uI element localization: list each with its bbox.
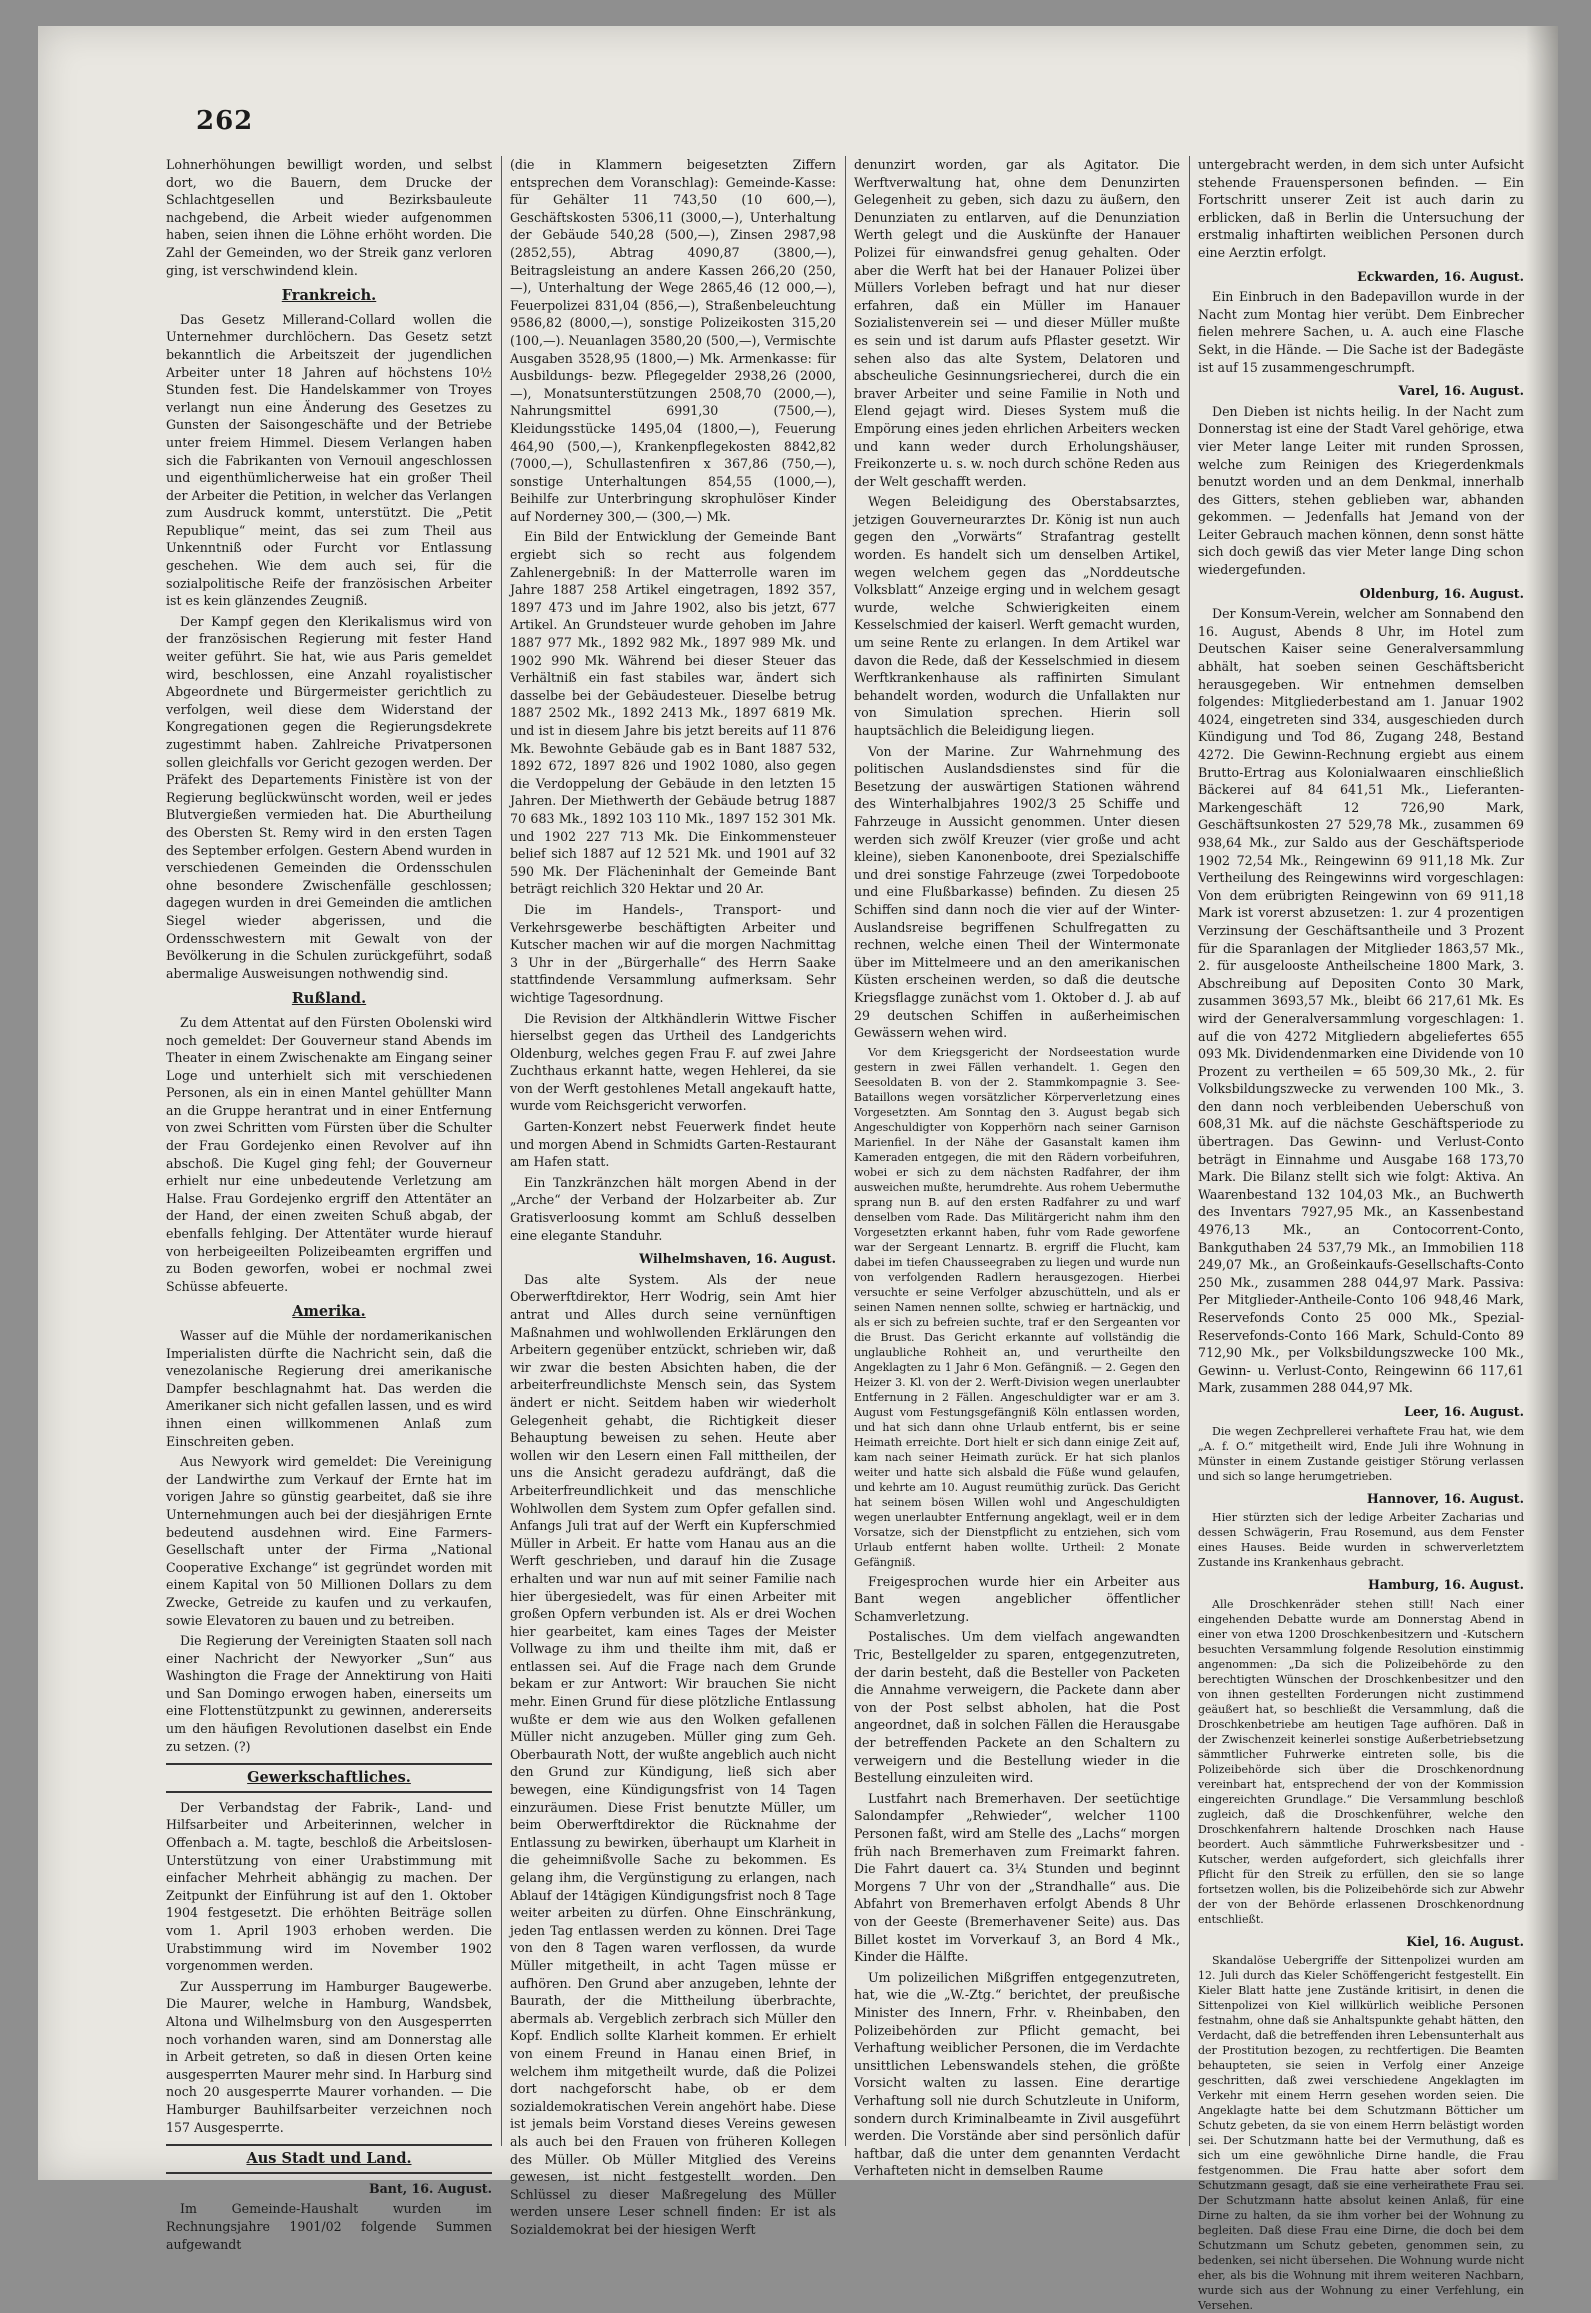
section-heading-russland: Rußland. <box>291 990 367 1008</box>
section-heading-gewerkschaftliches: Gewerkschaftliches. <box>166 1763 492 1793</box>
article-paragraph: Freigesprochen wurde hier ein Arbeiter aus Bant wegen angeblicher öffentlicher Schamverletzung. <box>854 1573 1180 1624</box>
article-paragraph: Skandalöse Uebergriffe der Sittenpolizei wurden am 12. Juli durch das Kieler Schöffengericht festgestellt. Ein Kieler Blatt hatte jene Zustände kritisirt, in denen die Sittenpolizei von Kiel willkürlich weibliche Personen festnahm, ohne daß sie Anhaltspunkte gehabt hätten, den Verdacht, daß die betreffenden ihren Lebensunterhalt aus der Prostitution bezogen, zu rechtfertigen. Die Beamten behaupteten, sie seien in Verfolg einer Anzeige geschritten, daß zwei verschiedene Angeklagten im Verkehr mit einem Herrn gesehen worden seien. Die Angeklagte hatte bei dem Schutzmann Bötticher um Schutz gebeten, da sie von einem Herrn belästigt worden sei. Der Schutzmann hatte bei der Vermuthung, daß es sich um eine gewöhnliche Dirne handle, die Frau festgenommen. Die Frau hatte aber sofort dem Schutzmann gesagt, daß sie eine verheirathete Frau sei. Der Schutzmann hatte absolut keinen Anlaß, für eine Dirne zu halten, da sie ihm vorher bei der Wohnung zu begleiten. Daß diese Frau eine Dirne, die doch bei dem Schutzmann um Schutz gebeten, genommen sein, zu bedenken, sei nicht übersehen. Die Wohnung wurde nicht eher, als bis die Wohnung mit ihrem weiteren Nachbarn, wurde sich aus der Wohnung zu einer Verfehlung, ein Versehen. <box>1198 1954 1524 2313</box>
article-paragraph: Aus Newyork wird gemeldet: Die Vereinigung der Landwirthe zum Verkauf der Ernte hat im vorigen Jahre so günstig gearbeitet, daß sie ihre Unternehmungen auch bei der diesjährigen Ernte bedeutend ausdehnen wird. Eine Farmers-Gesellschaft unter der Firma „National Cooperative Exchange“ ist gegründet worden mit einem Kapital von 50 Millionen Dollars zu dem Zwecke, Getreide zu kaufen und zu verkaufen, sowie Elevatoren zu bauen und zu betreiben. <box>166 1454 492 1628</box>
article-paragraph: Postalisches. Um dem vielfach angewandten Tric, Bestellgelder zu sparen, entgegenzutreten, der darin besteht, daß die Besteller von Packeten die Annahme verweigern, die Packete dann aber von der Post selbst abholen, hat die Post angeordnet, daß in solchen Fällen die Herausgabe der betreffenden Packete an den Schaltern zu verweigern und die Bestellung wieder in die Bestellung einzuleiten wird. <box>854 1629 1180 1786</box>
article-paragraph: Wegen Beleidigung des Oberstabsarztes, jetzigen Gouverneurarztes Dr. König ist nun auch gegen den „Vorwärts“ Strafantrag gestellt worden. Es handelt sich um denselben Artikel, wegen welchem gegen das „Norddeutsche Volksblatt“ Anzeige erging und in welchem gesagt wurde, welche Schwierigkeiten einem Kesselschmied der kaiserl. Werft gemacht wurden, um seine Rente zu erlangen. In dem Artikel war davon die Rede, daß der Kesselschmied in diesem Werftkrankenhause als raffinirten Simulant behandelt worden, wodurch die Unfallakten nur von Simulation sprechen. Hierin soll hauptsächlich die Beleidigung liegen. <box>854 494 1180 738</box>
article-paragraph: untergebracht werden, in dem sich unter Aufsicht stehende Frauenspersonen befinden. — Ein Fortschritt unserer Zeit ist auch darin zu erblicken, daß in Berlin die Untersuchung der erstmalig inhaftirten weiblichen Personen durch eine Aerztin erfolgt. <box>1198 157 1524 260</box>
dateline: Eckwarden, 16. August. <box>1357 268 1524 284</box>
article-paragraph: Den Dieben ist nichts heilig. In der Nacht zum Donnerstag ist eine der Stadt Varel gehörige, etwa vier Meter lange Leiter mit runden Sprossen, welche zum Reinigen des Kriegerdenkmals benutzt worden und an dem Denkmal, innerhalb des Gitters, stehen geblieben war, abhanden gekommen. — Jedenfalls hat Jemand von der Leiter Gebrauch machen können, denn sonst hätte sich doch gewiß das vier Meter lange Ding schon wiedergefunden. <box>1198 403 1524 578</box>
article-paragraph: Um polizeilichen Mißgriffen entgegenzutreten, hat, wie die „W.-Ztg.“ berichtet, der preußische Minister des Innern, Frhr. v. Rheinbaben, den Polizeibehörden zur Pflicht gemacht, bei Verhaftung weiblicher Personen, die im Verdachte unsittlichen Lebenswandels stehen, die größte Vorsicht walten zu lassen. Eine derartige Verhaftung soll nie durch Schutzleute in Uniform, sondern durch Kriminalbeamte in Zivil ausgeführt werden. Die Vorstände aber sind persönlich dafür haftbar, daß die unter dem genannten Verdacht Verhafteten nicht in demselben Raume <box>854 1969 1180 2179</box>
column-3 <box>854 156 1180 2179</box>
article-paragraph: Garten-Konzert nebst Feuerwerk findet heute und morgen Abend in Schmidts Garten-Restaurant am Hafen statt. <box>510 1119 836 1170</box>
article-paragraph: Hier stürzten sich der ledige Arbeiter Zacharias und dessen Schwägerin, Frau Rosemund, aus dem Fenster eines Hauses. Beide wurden in schwerverletztem Zustande ins Krankenhaus gebracht. <box>1198 1511 1524 1570</box>
article-paragraph: Das Gesetz Millerand-Collard wollen die Unternehmer durchlöchern. Das Gesetz setzt bekanntlich die Arbeitszeit der jugendlichen Arbeiter unter 18 Jahren auf höchstens 10½ Stunden fest. Die Handelskammer von Troyes verlangt nun eine Änderung des Gesetzes zu Gunsten der Saisongeschäfte und der Betriebe unter freiem Himmel. Diesem Verlangen haben sich die Fabrikanten von Vernouil angeschlossen und eigenthümlicherweise hat ein großer Theil der Arbeiter die Petition, in welcher das Verlangen zum Ausdruck kommt, unterstützt. Die „Petit Republique“ meint, das sei zum Theil aus Unkenntniß oder Furcht vor Entlassung geschehen. Wie dem auch sei, für die sozialpolitische Reife der französischen Arbeiter ist es kein glänzendes Zeugniß. <box>166 311 492 609</box>
page-edge-shadow <box>1526 26 1558 2180</box>
article-paragraph: Der Konsum-Verein, welcher am Sonnabend den 16. August, Abends 8 Uhr, im Hotel zum Deutschen Kaiser seine Generalversammlung abhält, hat soeben seinen Geschäftsbericht herausgegeben. Wir entnehmen demselben folgendes: Mitgliederbestand am 1. Januar 1902 4024, eingetreten sind 334, ausgeschieden durch Kündigung und Tod 86, Zugang 248, Bestand 4272. Die Gewinn-Rechnung ergiebt aus einem Brutto-Ertrag aus Kolonialwaaren einschließlich Bäckerei auf 84 641,51 Mk., Lieferanten-Markengeschäft 12 726,90 Mark, Geschäftsunkosten 27 529,78 Mk., zusammen 69 938,64 Mk., zur Saldo aus der Geschäftsperiode 1902 72,54 Mk., Reingewinn 69 911,18 Mk. Zur Vertheilung des Reingewinns wird vorgeschlagen: Von dem erübrigten Reingewinn von 69 911,18 Mark ist vorerst abzusetzen: 1. zur 4 prozentigen Verzinsung der Geschäftsantheile und 3 Prozent für die Sparanlagen der Mitglieder 1863,57 Mk., 2. für ausgelooste Antheilscheine 1800 Mark, 3. Abschreibung auf Depositen Conto 30 Mark, zusammen 3693,57 Mk., bleibt 66 217,61 Mk. Es wird der Generalversammlung vorgeschlagen: 1. auf die von 4272 Mitgliedern abgeliefertes 655 093 Mk. Dividendenmarken eine Dividende von 10 Prozent zu vertheilen = 65 509,30 Mk., 2. für Volksbildungszwecke zu verwenden 100 Mk., 3. den dann noch verbleibenden Ueberschuß von 608,31 Mk. auf die nächste Geschäftsperiode zu übertragen. Das Gewinn- und Verlust-Conto beträgt in Einnahme und Ausgabe 168 173,70 Mark. Die Bilanz stellt sich wie folgt: Aktiva. An Waarenbestand 132 104,03 Mk., an Buchwerth des Inventars 7927,95 Mk., an Kassenbestand 4976,13 Mk., an Contocorrent-Conto, Bankguthaben 24 537,79 Mk., an Immobilien 118 249,07 Mk., an Großeinkaufs-Gesellschafts-Conto 250 Mk., zusammen 288 044,97 Mark. Passiva: Per Mitglieder-Antheile-Conto 106 948,46 Mark, Reservefonds Conto 25 000 Mk., Spezial-Reservefonds-Conto 166 Mark, Schuld-Conto 89 712,90 Mk., per Volksbildungszwecke 100 Mk., Gewinn- u. Verlust-Conto, Reingewinn 66 117,61 Mark, zusammen 288 044,97 Mk. <box>1198 606 1524 1396</box>
article-paragraph: Vor dem Kriegsgericht der Nordseestation wurde gestern in zwei Fällen verhandelt. 1. Gegen den Seesoldaten B. von der 2. Stammkompagnie 3. See-Bataillons wegen vorsätzlicher Körperverletzung eines Vorgesetzten. Am Sonntag den 3. August begab sich Angeschuldigter von Kopperhörn nach seiner Garnison Marienfiel. In der Nähe der Gasanstalt kamen ihm Kameraden entgegen, die mit den Rädern vorbeifuhren, wobei er sich zu dem nächsten Radfahrer, der ihm ausweichen mußte, herumdrehte. Aus rohem Uebermuthe sprang nun B. auf den ersten Radfahrer zu und warf denselben vom Rade. Das Militärgericht nahm ihm den Vorgesetzten erkannt haben, fuhr vom Rade geworfene war der Sergeant Lennartz. B. ergriff die Flucht, kam dabei im tiefen Chausseegraben zu liegen und wurde nun von verfolgenden Radlern herausgezogen. Hierbei versuchte er seine Verfolger abzuschütteln, und als er seinen Namen nennen sollte, schwieg er hartnäckig, und als er sich zu befreien suchte, traf er den Sergeanten vor die Brust. Das Gericht erkannte auf vollständig die unglaubliche Rohheit an, und verurtheilte den Angeklagten zu 1 Jahr 6 Mon. Gefängniß. — 2. Gegen den Heizer 3. Kl. von der 2. Werft-Division wegen unerlaubter Entfernung in 2 Fällen. Angeschuldigter war er am 3. August vom Festungsgefängniß Köln entlassen worden, und hat sich dann ohne Urlaub entfernt, bis er seine Heimath erreichte. Dort hielt er sich dann einige Zeit auf, kam nach seiner Heimath zurück. Er hat sich planlos weiter und hatte sich alsbald die Füße wund gelaufen, und kehrte am 10. August reumüthig zurück. Das Gericht hat seinem bösen Willen wohl und Angeschuldigten wegen unerlaubter Entfernung angeklagt, weil er in dem Vorsatze, sich der Dienstpflicht zu entziehen, sich vom Urlaub entfernt haben wollte. Urtheil: 2 Monate Gefängniß. <box>854 1045 1180 1569</box>
article-paragraph: denunzirt worden, gar als Agitator. Die Werftverwaltung hat, ohne dem Denunzirten Gelegenheit zu geben, sich dazu zu äußern, den Denunziaten zu entlarven, auf die Denunziation Werth gelegt und die Auskünfte der Hanauer Polizei für einwandsfrei genug gehalten. Oder aber die Werft hat bei der Hanauer Polizei über Müllers Vorleben befragt und hat nur dieser erfahren, daß ein Müller im Hanauer Sozialistenverein sei — und dieser Müller mußte es sein und ist darum aufs Pflaster gesetzt. Wir sehen also das alte System, Delatoren und abscheuliche Gesinnungsriecherei, durch die ein braver Arbeiter und seine Familie in Noth und Elend gejagt wird. Dieses System muß die Empörung eines jeden ehrlichen Arbeiters wecken und kann weder durch Erholungshäuser, Freikonzerte u. s. w. noch durch schöne Reden aus der Welt geschafft werden. <box>854 157 1180 489</box>
page-number: 262 <box>196 106 254 136</box>
column-rule <box>845 156 846 2146</box>
dateline: Hannover, 16. August. <box>1366 1490 1524 1506</box>
article-paragraph: Von der Marine. Zur Wahrnehmung des politischen Auslandsdienstes sind für die Besetzung der auswärtigen Stationen während des Winterhalbjahres 1902/3 25 Schiffe und Fahrzeuge in Aussicht genommen. Unter diesen werden sich zwölf Kreuzer (vier große und acht kleine), sieben Kanonenboote, drei Spezialschiffe und drei sonstige Fahrzeuge (zwei Torpedoboote und eine Flußbarkasse) befinden. Zu diesen 25 Schiffen sind dann noch die vier auf der Winter-Auslandsreise begriffenen Schulfregatten zu rechnen, welche einen Theil der Wintermonate über im Mittelmeere und an den amerikanischen Küsten erscheinen werden, so daß die deutsche Kriegsflagge zunächst vom 1. Oktober d. J. ab auf 29 deutschen Schiffen in außerheimischen Gewässern wehen wird. <box>854 743 1180 1041</box>
article-paragraph: Zur Aussperrung im Hamburger Baugewerbe. Die Maurer, welche in Hamburg, Wandsbek, Altona und Wilhelmsburg von den Ausgesperrten noch vorhanden waren, sind am Donnerstag alle in Arbeit getreten, so daß in diesen Orten keine ausgesperrten Maurer mehr sind. In Harburg sind noch 20 ausgesperrte Maurer vorhanden. — Die Hamburger Bauhilfsarbeiter verzeichnen noch 157 Ausgesperrte. <box>166 1978 492 2135</box>
dateline: Wilhelmshaven, 16. August. <box>639 1251 836 1267</box>
article-paragraph: Die Revision der Altkhändlerin Wittwe Fischer hierselbst gegen das Urtheil des Landgerichts Oldenburg, welches gegen Frau F. auf zwei Jahre Zuchthaus erkannt hatte, wegen Hehlerei, da sie von der Werft gestohlenes Metall angekauft hatte, wurde vom Reichsgericht verworfen. <box>510 1010 836 1114</box>
column-rule <box>1189 156 1190 2146</box>
article-paragraph: Wasser auf die Mühle der nordamerikanischen Imperialisten dürfte die Nachricht sein, daß die venezolanische Regierung drei amerikanische Dampfer beschlagnahmt hat. Das werden die Amerikaner sich nicht gefallen lassen, und es wird ihnen einen willkommenen Anlaß zum Einschreiten geben. <box>166 1328 492 1449</box>
article-paragraph: Zu dem Attentat auf den Fürsten Obolenski wird noch gemeldet: Der Gouverneur stand Abends im Theater in einem Zwischenakte am Eingang seiner Loge und unterhielt sich mit verschiedenen Personen, als ein in einen Mantel gehüllter Mann an die Gruppe herantrat und in einer Entfernung von zwei Schritten vom Fürsten über die Schulter der Frau Gordejenko einen Revolver auf ihn abschoß. Die Kugel ging fehl; der Gouverneur erhielt nur eine unbedeutende Verletzung am Halse. Frau Gordejenko ergriff den Attentäter an der Hand, der einen zweiten Schuß abgab, der ebenfalls fehlging. Der Attentäter wurde hierauf von herbeigeeilten Polizeibeamten ergriffen und zu Boden geworfen, wobei er nochmal zwei Schüsse abfeuerte. <box>166 1014 492 1294</box>
section-heading-frankreich: Frankreich. <box>281 287 377 305</box>
article-paragraph: Der Kampf gegen den Klerikalismus wird von der französischen Regierung mit fester Hand weiter geführt. Sie hat, wie aus Paris gemeldet wird, beschlossen, eine Anzahl royalistischer Abgeordnete und Bürgermeister gerichtlich zu verfolgen, weil diese dem Widerstand der Kongregationen gegen die Regierungsdekrete zugestimmt haben. Zahlreiche Privatpersonen sollen gleichfalls vor Gericht gezogen werden. Der Präfekt des Departements Finistère ist von der Regierung beglückwünscht worden, weil er jedes Blutvergießen vermieden hat. Die Aburtheilung des Obersten St. Remy wird in den ersten Tagen des September erfolgen. Gestern Abend wurden in verschiedenen Gemeinden die Ordensschulen ohne besondere Zwischenfälle geschlossen; dagegen wurden in drei Gemeinden die amtlichen Siegel wieder abgerissen, und die Ordensschwestern mit Gewalt von der Bevölkerung in die Schulen zurückgeführt, sodaß abermalige Ausweisungen nothwendig sind. <box>166 613 492 981</box>
article-paragraph: Das alte System. Als der neue Oberwerftdirektor, Herr Wodrig, sein Amt hier antrat und Alles durch seine vernünftigen Maßnahmen und wohlwollenden Erklärungen den Arbeitern gegenüber entzückt, schrieben wir, daß wir zwar die besten Absichten haben, die der arbeiterfreundlichste Mensch sein, das System ändert er nicht. Seitdem haben wir wiederholt Gelegenheit gehabt, die Richtigkeit dieser Behauptung beweisen zu sehen. Heute aber wollen wir den Lesern einen Fall mittheilen, der uns die Ansicht geradezu aufdrängt, daß die Arbeiterfreundlichkeit und das menschliche Wohlwollen dem System zum Opfer gefallen sind. Anfangs Juli trat auf der Werft ein Kupferschmied Müller in Arbeit. Er hatte vom Hanau aus an die Werft geschrieben, und darauf hin die Zusage erhalten und war nun auf mit seiner Familie nach hier übergesiedelt, was für einen Arbeiter mit großen Opfern verbunden ist. Als er drei Wochen hier gearbeitet, kam eines Tages der Meister Vollwage zu ihm und theilte ihm mit, daß er entlassen sei. Auf die Frage nach dem Grunde bekam er zur Antwort: Wir brauchen Sie nicht mehr. Einen Grund für diese plötzliche Entlassung wußte er dem wie aus den Wolken gefallenen Müller nicht anzugeben. Müller ging zum Geh. Oberbaurath Nott, der wußte angeblich auch nicht den Grund zur Kündigung, ließ sich aber bewegen, eine Kündigungsfrist von 14 Tagen einzuräumen. Diese Frist benutzte Müller, um beim Oberwerftdirektor die Rücknahme der Entlassung zu bewirken, überhaupt um Klarheit in die geheimnißvolle Sache zu bekommen. Es gelang ihm, die Vergünstigung zu erlangen, nach Ablauf der 14tägigen Kündigungsfrist noch 8 Tage weiter arbeiten zu dürfen. Ohne Einschränkung, jeden Tag entlassen werden zu können. Drei Tage von den 8 Tagen waren verflossen, da wurde Müller mitgetheilt, in acht Tagen müsse er aufhören. Den Grund aber anzugeben, lehnte der Baurath, der die Mittheilung überbrachte, abermals ab. Vergeblich zerbrach sich Müller den Kopf. Endlich sollte Klarheit kommen. Er erhielt von einem Freund in Hanau einen Brief, in welchem ihm mitgetheilt wurde, daß die Polizei dort nachgeforscht habe, ob er dem sozialdemokratischen Verein angehört habe. Diese ist jemals beim Vorstand dieses Vereins gewesen als auch bei den Frauen von früheren Kollegen des Müller. Ob Müller Mitglied des Vereins gewesen, ist nicht festgestellt worden. Den Schlüssel zu dieser Maßregelung des Müller werden unsere Leser schnell finden: Er ist als Sozialdemokrat bei der hiesigen Werft <box>510 1271 836 2237</box>
article-paragraph: Der Verbandstag der Fabrik-, Land- und Hilfsarbeiter und Arbeiterinnen, welcher in Offenbach a. M. tagte, beschloß die Arbeitslosen-Unterstützung von einer Urabstimmung mit einfacher Mehrheit abhängig zu machen. Der Zeitpunkt der Einführung ist auf den 1. Oktober 1904 festgesetzt. Die erhöhten Beiträge sollen vom 1. April 1903 erhoben werden. Die Urabstimmung wird im November 1902 vorgenommen werden. <box>166 1799 492 1974</box>
dateline: Hamburg, 16. August. <box>1367 1577 1524 1593</box>
article-paragraph: Die im Handels-, Transport- und Verkehrsgewerbe beschäftigten Arbeiter und Kutscher machen wir auf die morgen Nachmittag 3 Uhr in der „Bürgerhalle“ des Herrn Saake stattfindende Versammlung aufmerksam. Sehr wichtige Tagesordnung. <box>510 901 836 1005</box>
column-2 <box>510 156 836 2237</box>
article-paragraph: Ein Einbruch in den Badepavillon wurde in der Nacht zum Montag hier verübt. Dem Einbrecher fielen mehrere Sachen, u. A. auch eine Flasche Sekt, in die Hände. — Die Sache ist der Badegäste ist auf 15 zusammengeschrumpft. <box>1198 289 1524 375</box>
dateline: Oldenburg, 16. August. <box>1359 585 1524 601</box>
article-paragraph: Die wegen Zechprellerei verhaftete Frau hat, wie dem „A. f. O.“ mitgetheilt wird, Ende Juli ihre Wohnung in Münster in einem Zustande geistiger Störung verlassen und sich so lange herumgetrieben. <box>1198 1424 1524 1483</box>
article-paragraph: Ein Bild der Entwicklung der Gemeinde Bant ergiebt sich so recht aus folgendem Zahlenergebniß: In der Matterrolle waren im Jahre 1887 258 Artikel eingetragen, 1892 357, 1897 473 und im Jahre 1902, also bis jetzt, 677 Artikel. An Grundsteuer wurde gehoben im Jahre 1887 977 Mk., 1892 982 Mk., 1897 989 Mk. und 1902 990 Mk. Während bei dieser Steuer das Verhältniß ein fast stabiles war, ändert sich dasselbe bei der Gebäudesteuer. Dieselbe betrug 1887 2502 Mk., 1892 2413 Mk., 1897 6819 Mk. und ist in diesem Jahre bis jetzt bereits auf 11 876 Mk. Bewohnte Gebäude gab es in Bant 1887 532, 1892 672, 1897 826 und 1902 1080, also gegen die Verdoppelung der Gebäude in den letzten 15 Jahren. Der Miethwerth der Gebäude betrug 1887 70 683 Mk., 1892 103 110 Mk., 1897 152 301 Mk. und 1902 227 713 Mk. Die Einkommensteuer belief sich 1887 auf 12 521 Mk. und 1901 auf 32 590 Mk. Der Flächeninhalt der Gemeinde Bant beträgt reichlich 320 Hektar und 20 Ar. <box>510 529 836 897</box>
article-paragraph: (die in Klammern beigesetzten Ziffern entsprechen dem Voranschlag): Gemeinde-Kasse: für Gehälter 11 743,50 (10 600,—), Geschäftskosten 5306,11 (3000,—), Unterhaltung der Gebäude 540,28 (500,—), Zinsen 2987,98 (2852,55), Abtrag 4090,87 (3800,—), Beitragsleistung an andere Kassen 266,20 (250,—), Unterhaltung der Wege 2865,46 (12 000,—), Feuerpolizei 831,04 (856,—), Straßenbeleuchtung 9586,82 (8000,—), sonstige Polizeikosten 315,20 (100,—). Neuanlagen 3580,20 (500,—), Vermischte Ausgaben 3528,95 (1800,—) Mk. Armenkasse: für Ausbildungs- bezw. Pflegegelder 2938,26 (2000,—), Monatsunterstützungen 2508,70 (2000,—), Nahrungsmittel 6991,30 (7500,—), Kleidungsstücke 1495,04 (1800,—), Feuerung 464,90 (500,—), Krankenpflegekosten 8842,82 (7000,—), Schullastenfiren x 367,86 (750,—), sonstige Unterhaltungen 854,55 (1000,—), Beihilfe zur Unterbringung skrophulöser Kinder auf Norderney 300,— (300,—) Mk. <box>510 157 836 524</box>
article-paragraph: Lustfahrt nach Bremerhaven. Der seetüchtige Salondampfer „Rehwieder“, welcher 1100 Personen faßt, wird am Stelle des „Lachs“ morgen früh nach Bremerhaven zum Freimarkt fahren. Die Fahrt dauert ca. 3¼ Stunden und beginnt Morgens 7 Uhr von der „Strandhalle“ aus. Die Abfahrt von Bremerhaven erfolgt Abends 8 Uhr von der Geeste (Bremerhavener Seite) aus. Das Billet kostet im Vorverkauf 3, an Bord 4 Mk., Kinder die Hälfte. <box>854 1790 1180 1965</box>
dateline: Bant, 16. August. <box>368 2180 492 2196</box>
dateline: Leer, 16. August. <box>1404 1403 1524 1419</box>
dateline: Varel, 16. August. <box>1398 383 1524 399</box>
article-paragraph: Lohnerhöhungen bewilligt worden, und selbst dort, wo die Bauern, dem Drucke der Schlachtgesellen und Bezirksbauleute nachgebend, die Arbeit wieder aufgenommen haben, seien ihnen die Löhne erhöht worden. Die Zahl der Gemeinden, wo der Streik ganz verloren ging, ist verschwindend klein. <box>166 157 492 278</box>
article-paragraph: Die Regierung der Vereinigten Staaten soll nach einer Nachricht der Newyorker „Sun“ aus Washington die Frage der Annektirung von Haiti und San Domingo erwogen haben, einerseits um eine Flottenstützpunkt zu gewinnen, andererseits um den häufigen Revolutionen daselbst ein Ende zu setzen. (?) <box>166 1633 492 1754</box>
column-1 <box>166 156 492 2252</box>
article-paragraph: Im Gemeinde-Haushalt wurden im Rechnungsjahre 1901/02 folgende Summen aufgewandt <box>166 2201 492 2252</box>
article-paragraph: Ein Tanzkränzchen hält morgen Abend in der „Arche“ der Verband der Holzarbeiter ab. Zur Gratisverloosung kommt am Schluß desselben eine elegante Standuhr. <box>510 1174 836 1243</box>
column-rule <box>501 156 502 2146</box>
section-heading-stadt-und-land: Aus Stadt und Land. <box>166 2144 492 2174</box>
text-columns <box>166 156 1526 2313</box>
dateline: Kiel, 16. August. <box>1406 1933 1524 1949</box>
section-heading-amerika: Amerika. <box>292 1303 366 1321</box>
column-4 <box>1198 156 1524 2313</box>
article-paragraph: Alle Droschkenräder stehen still! Nach einer eingehenden Debatte wurde am Donnerstag Abend in einer von etwa 1200 Droschkenbesitzern und -Kutschern besuchten Versammlung folgende Resolution einstimmig angenommen: „Da sich die Polizeibehörde zu den berechtigten Wünschen der Droschkenbesitzer und den von ihnen gestellten Forderungen nicht zustimmend geäußert hat, so beschließt die Versammlung, daß die Droschkenbetriebe am heutigen Tage aufhören. Daß in der Zwischenzeit keinerlei sonstige Außerbetriebsetzung sämmtlicher Fuhrwerke eintreten solle, bis die Polizeibehörde sich über die Droschkenordnung vereinbart hat, entsprechend der von der Kommission eingereichten Grundlage.“ Die Versammlung beschloß zugleich, daß die Droschkenführer, welche den Droschkenfahrern haltende Droschken nach Hause beordert. Auch sämmtliche Fuhrwerksbesitzer und -Kutscher, werden aufgefordert, sich gleichfalls ihrer Pflicht für den Streik zu erfüllen, den sie so lange fortsetzen wollen, bis die Polizeibehörde sich zur Abwehr der von der Behörde erlassenen Droschkenordnung entschließt. <box>1198 1597 1524 1926</box>
newspaper-page <box>38 26 1558 2313</box>
